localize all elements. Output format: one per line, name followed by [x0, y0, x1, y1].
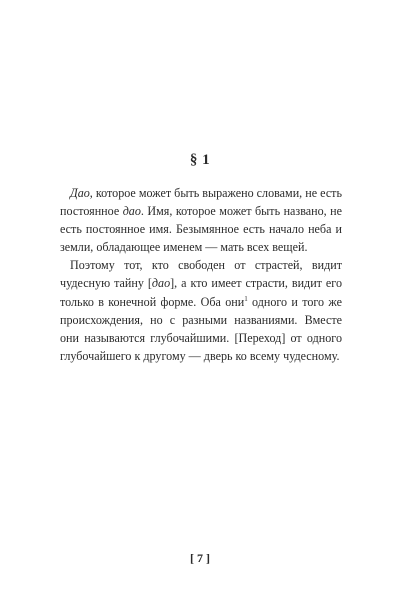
page-number: [ 7 ] [190, 551, 210, 565]
section-heading: § 1 [189, 152, 211, 168]
text-run: . Имя, которое может быть названо, не есть постоянное имя. Безымянное есть начало неба и земли, обладающее именем — мать всех вещей. [60, 204, 342, 255]
paragraph [60, 184, 342, 256]
paragraph [60, 256, 342, 365]
body-text [60, 184, 342, 365]
footnote-marker: 1 [244, 294, 248, 303]
text-run: Поэтому тот, кто свободен от страстей, видит чудесную тайну [ [60, 258, 342, 291]
italic-term: Дао [70, 186, 90, 200]
italic-term: дао [122, 204, 141, 219]
text-run: , которое может быть выражено словами, не есть постоянное [60, 186, 342, 219]
text-run: одного и того же происхождения, но с разными названиями. Вместе они называются глубочайшими. [Переход] от одного глубочайшего к другому — дверь ко всему чудесному. [60, 294, 342, 363]
text-run: ], а кто имеет страсти, видит его только в конечной форме. Оба они [60, 276, 343, 309]
italic-term: дао [151, 276, 171, 291]
